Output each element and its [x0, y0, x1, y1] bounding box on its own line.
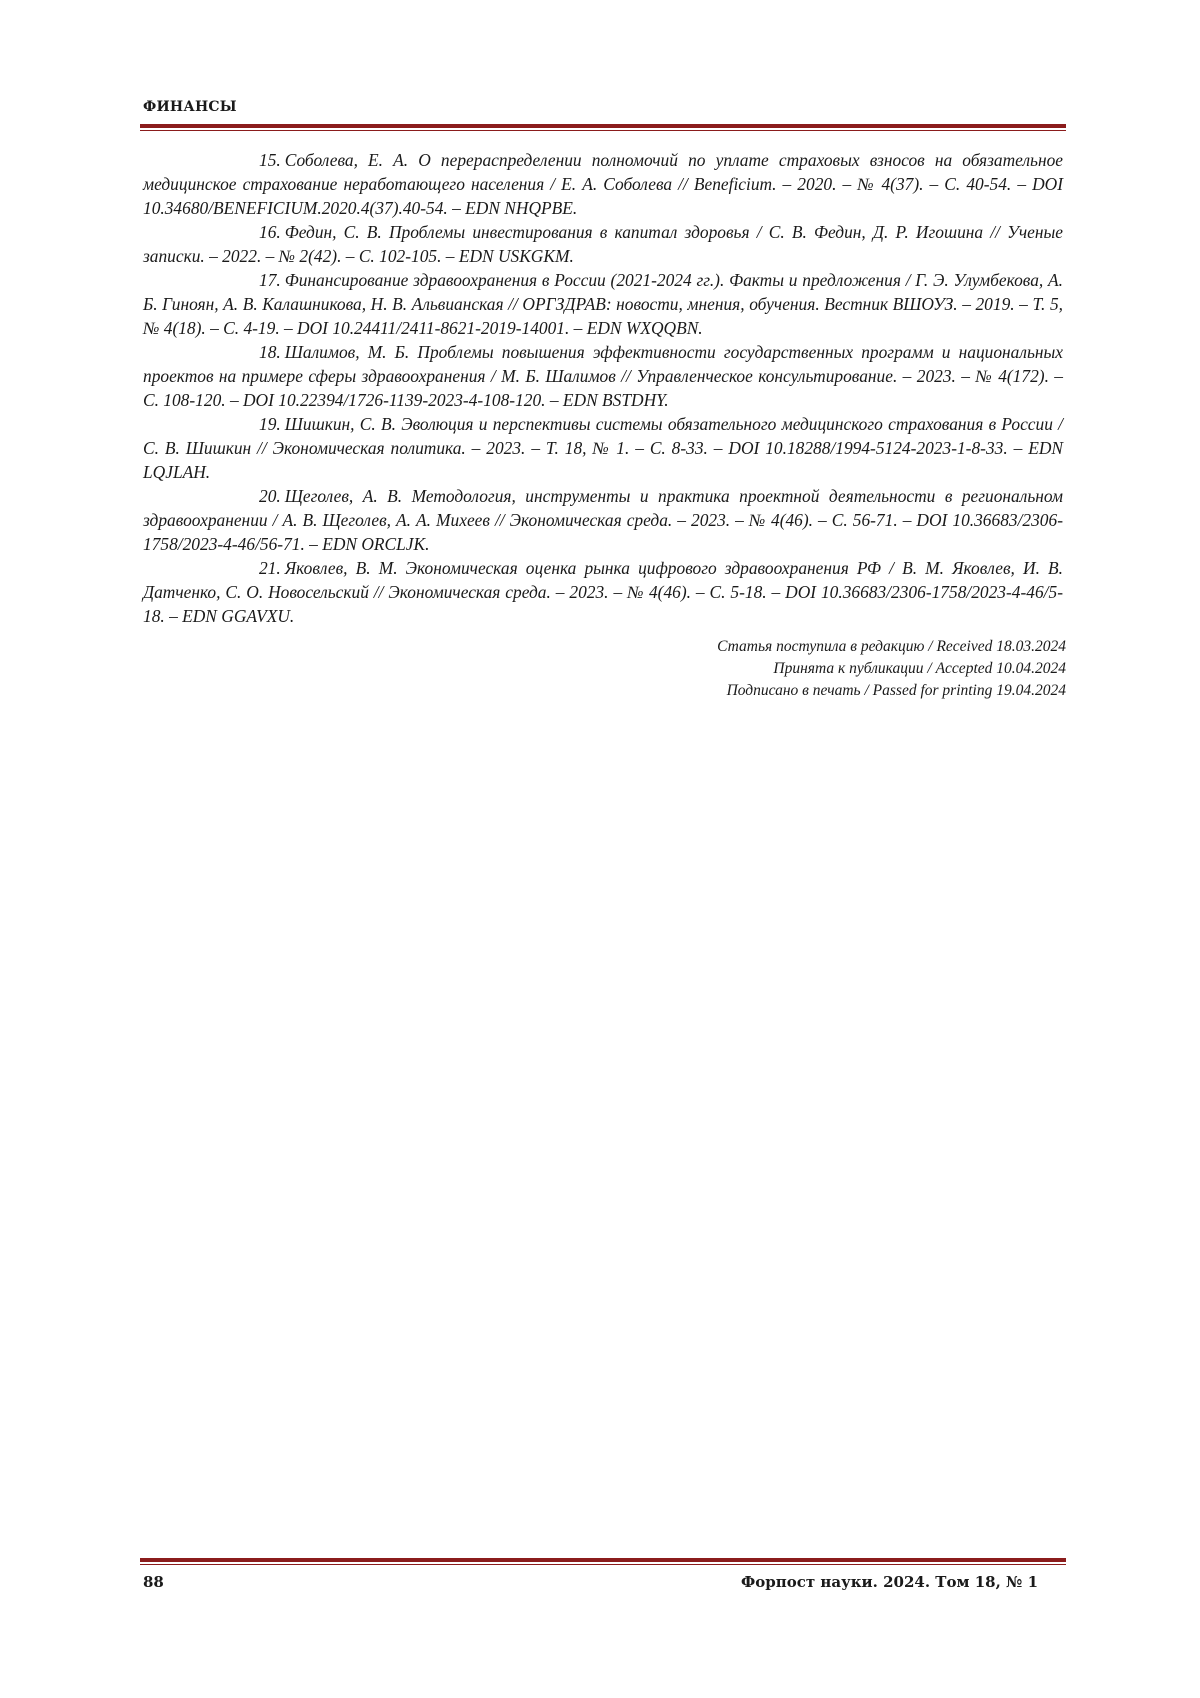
- printing-date: Подписано в печать / Passed for printing 19.04.2024: [726, 682, 1066, 699]
- reference-item: [143, 220, 1063, 268]
- footer-rule-thin: [140, 1564, 1066, 1565]
- reference-item: [143, 268, 1063, 340]
- reference-text: Щеголев, А. В. Методология, инструменты и практика проектной деятельности в региональном здравоохранении / А. В. Щеголев, А. А. Михеев // Экономическая среда. – 2023. – № 4(46). – С. 56-71. – DOI 10.36683/2306-1758/2023-4-46/56-71. – EDN ORCLJK.: [143, 486, 1063, 554]
- page-number: 88: [143, 1573, 164, 1591]
- reference-list: [143, 148, 1063, 628]
- reference-number: 17.: [259, 270, 281, 290]
- reference-item: [143, 556, 1063, 628]
- received-date: Статья поступила в редакцию / Received 18.03.2024: [717, 638, 1066, 655]
- reference-number: 21.: [259, 558, 281, 578]
- accepted-date: Принята к публикации / Accepted 10.04.2024: [773, 660, 1066, 677]
- footer-rule-thick: [140, 1558, 1066, 1562]
- reference-item: [143, 340, 1063, 412]
- reference-number: 16.: [259, 222, 281, 242]
- reference-text: Соболева, Е. А. О перераспределении полномочий по уплате страховых взносов на обязательное медицинское страхование неработающего населения / Е. А. Соболева // Beneficium. – 2020. – № 4(37). – С. 40-54. – DOI 10.34680/BENEFICIUM.2020.4(37).40-54. – EDN NHQPBE.: [143, 150, 1063, 218]
- reference-text: Федин, С. В. Проблемы инвестирования в капитал здоровья / С. В. Федин, Д. Р. Игошина // Ученые записки. – 2022. – № 2(42). – С. 102-105. – EDN USKGKM.: [143, 222, 1063, 266]
- header-rule-thin: [140, 130, 1066, 131]
- reference-number: 20.: [259, 486, 281, 506]
- reference-text: Яковлев, В. М. Экономическая оценка рынка цифрового здравоохранения РФ / В. М. Яковлев, И. В. Датченко, С. О. Новосельский // Экономическая среда. – 2023. – № 4(46). – С. 5-18. – DOI 10.36683/2306-1758/2023-4-46/5-18. – EDN GGAVXU.: [143, 558, 1063, 626]
- publication-dates: [717, 636, 1066, 702]
- header-rule-thick: [140, 124, 1066, 128]
- reference-item: [143, 148, 1063, 220]
- reference-number: 15.: [259, 150, 281, 170]
- journal-name: Форпост науки. 2024. Том 18, № 1: [741, 1573, 1038, 1591]
- reference-number: 18.: [259, 342, 281, 362]
- reference-text: Финансирование здравоохранения в России (2021-2024 гг.). Факты и предложения / Г. Э. Улумбекова, А. Б. Гиноян, А. В. Калашникова, Н. В. Альвианская // ОРГЗДРАВ: новости, мнения, обучения. Вестник ВШОУЗ. – 2019. – Т. 5, № 4(18). – С. 4-19. – DOI 10.24411/2411-8621-2019-14001. – EDN WXQQBN.: [143, 270, 1063, 338]
- section-title: ФИНАНСЫ: [143, 99, 237, 115]
- reference-text: Шалимов, М. Б. Проблемы повышения эффективности государственных программ и национальных проектов на примере сферы здравоохранения / М. Б. Шалимов // Управленческое консультирование. – 2023. – № 4(172). – С. 108-120. – DOI 10.22394/1726-1139-2023-4-108-120. – EDN BSTDHY.: [143, 342, 1063, 410]
- reference-item: [143, 412, 1063, 484]
- reference-text: Шишкин, С. В. Эволюция и перспективы системы обязательного медицинского страхования в России / С. В. Шишкин // Экономическая политика. – 2023. – Т. 18, № 1. – С. 8-33. – DOI 10.18288/1994-5124-2023-1-8-33. – EDN LQJLAH.: [143, 414, 1063, 482]
- reference-item: [143, 484, 1063, 556]
- reference-number: 19.: [259, 414, 281, 434]
